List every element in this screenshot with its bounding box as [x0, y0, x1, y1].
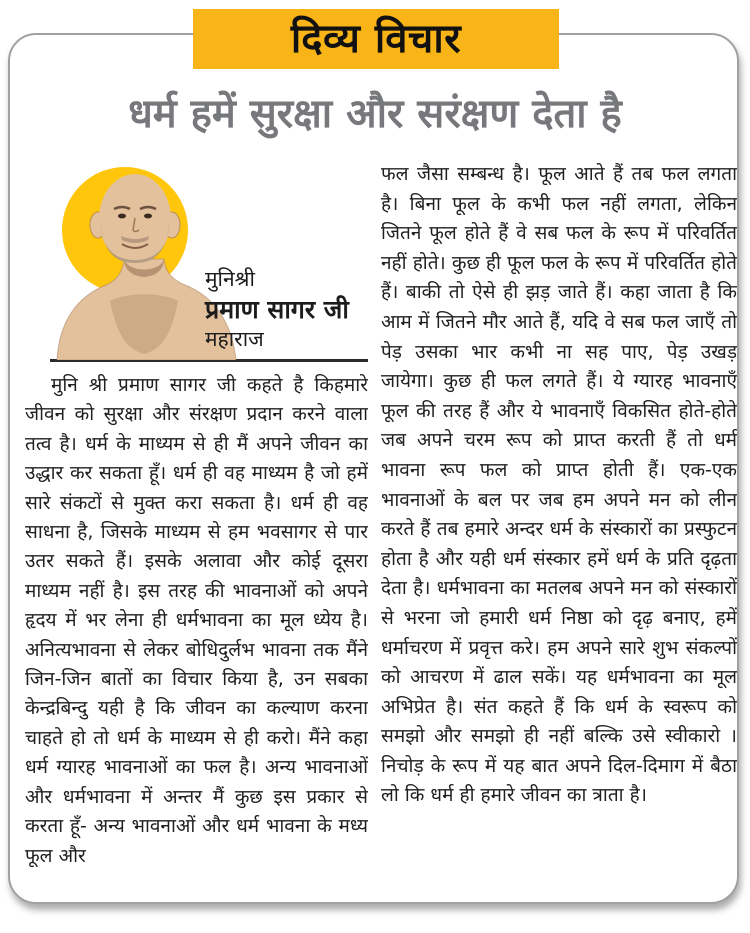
byline: [205, 267, 370, 353]
article-headline: धर्म हमें सुरक्षा और सरंक्षण देता है: [128, 91, 622, 137]
byline-name: प्रमाण सागर जी: [205, 294, 349, 324]
article-left-column: मुनि श्री प्रमाण सागर जी कहते है किहमारे जीवन को सुरक्षा और संरक्षण प्रदान करने वाला तत्व है। धर्म के माध्यम से ही मैं अपने जीवन का उद्धार कर सकता हूँ। धर्म ही वह माध्यम है जो हमें सारे संकटों से मुक्त करा सकता है। धर्म ही वह साधना है, जिसके माध्यम से हम भवसागर से पार उतर सकते हैं। इसके अलावा और कोई दूसरा माध्यम नहीं है। इस तरह की भावनाओं को अपने हृदय में भर लेना ही धर्मभावना का मूल ध्येय है। अनित्यभावना से लेकर बोधिदुर्लभ भावना तक मैंने जिन-जिन बातों का विचार किया है, उन सबका केन्द्रबिन्दु यही है कि जीवन का कल्याण करना चाहते हो तो धर्म के माध्यम से ही करो। मैंने कहा धर्म ग्यारह भावनाओं का फल है। अन्य भावनाओं और धर्मभावना में अन्तर मैं कुछ इस प्रकार से करता हूँ- अन्य भावनाओं और धर्म भावना के मध्य फूल और: [25, 374, 368, 867]
section-banner-label: दिव्य विचार: [290, 16, 462, 62]
byline-honorific: महाराज: [205, 327, 264, 352]
left-eye: [118, 214, 126, 219]
section-banner: [193, 9, 559, 69]
right-eye: [144, 214, 152, 219]
article-right-column: फल जैसा सम्बन्ध है। फूल आते हैं तब फल लगता है। बिना फूल के कभी फल नहीं लगता, लेकिन जितने फूल होते हैं वे सब फल के रूप में परिवर्तित नहीं होते। कुछ ही फूल फल के रूप में परिवर्तित होते हैं। बाकी तो ऐसे ही झड़ जाते हैं। कहा जाता है कि आम में जितने मौर आते हैं, यदि वे सब फल जाएँ तो पेड़ उसका भार कभी ना सह पाए, पेड़ उखड़ जायेगा। कुछ ही फल लगते हैं। ये ग्यारह भावनाएँ फूल की तरह हैं और ये भावनाएँ विकसित होते-होते जब अपने चरम रूप को प्राप्त करती हैं तो धर्म भावना रूप फल को प्राप्त होती हैं। एक-एक भावनाओं के बल पर जब हम अपने मन को लीन करते हैं तब हमारे अन्दर धर्म के संस्कारों का प्रस्फुटन होता है और यही धर्म संस्कार हमें धर्म के प्रति दृढ़ता देता है। धर्मभावना का मतलब अपने मन को संस्कारों से भरना जो हमारी धर्म निष्ठा को दृढ़ बनाए, हमें धर्माचरण में प्रवृत्त करे। हम अपने सारे शुभ संकल्पों को आचरण में ढाल सकें। यह धर्मभावना का मूल अभिप्रेत है। संत कहते हैं कि धर्म के स्वरूप को समझो और समझो ही नहीं बल्कि उसे स्वीकारो । निचोड़ के रूप में यह बात अपने दिल-दिमाग में बैठा लो कि धर्म ही हमारे जीवन का त्राता है।: [381, 163, 737, 807]
byline-title: मुनिश्री: [205, 267, 255, 291]
